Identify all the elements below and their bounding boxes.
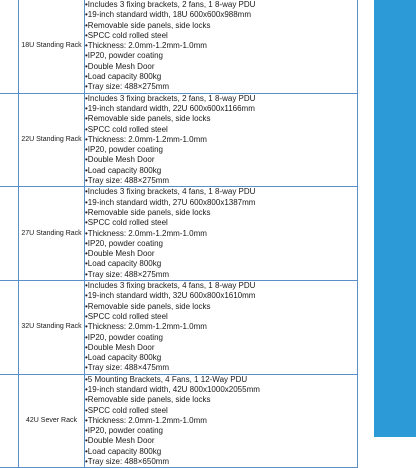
rack-name-cell: 32U Standing Rack <box>19 281 85 375</box>
rack-name-cell: 27U Standing Rack <box>19 187 85 281</box>
spec-line: •Double Mesh Door <box>85 155 155 165</box>
spec-line: •Includes 3 fixing brackets, 2 fans, 1 8-way PDU <box>85 0 256 9</box>
spec-list-cell <box>85 0 358 93</box>
spec-line: •Double Mesh Door <box>85 61 155 71</box>
table-row <box>0 187 358 281</box>
spec-line: •Load capacity 800kg <box>85 72 162 82</box>
spec-line: •Removable side panels, side locks <box>85 20 211 30</box>
spec-line: •Includes 3 fixing brackets, 4 fans, 1 8-way PDU <box>85 187 256 197</box>
spec-line: •IP20, powder coating <box>85 51 163 61</box>
spec-line: •SPCC cold rolled steel <box>85 124 168 134</box>
spec-line: •SPCC cold rolled steel <box>85 311 168 321</box>
spec-line: •Tray size: 488×275mm <box>85 82 170 92</box>
spec-line: •19-inch standard width, 27U 600x800x1387mm <box>85 197 256 207</box>
spec-line: •Removable side panels, side locks <box>85 301 211 311</box>
blank-cell <box>0 0 19 93</box>
spec-line: •IP20, powder coating <box>85 145 163 155</box>
spec-line: •Double Mesh Door <box>85 436 155 446</box>
spec-line: •Thickness: 2.0mm-1.2mm-1.0mm <box>85 415 207 425</box>
rack-name-cell: 18U Standing Rack <box>19 0 85 93</box>
blank-cell <box>0 93 19 187</box>
side-accent-bar <box>374 0 416 437</box>
spec-line: •SPCC cold rolled steel <box>85 218 168 228</box>
spec-line: •Tray size: 488×275mm <box>85 176 170 186</box>
spec-list-cell <box>85 187 358 281</box>
spec-list-cell <box>85 93 358 187</box>
spec-line: •Double Mesh Door <box>85 249 155 259</box>
spec-line: •Thickness: 2.0mm-1.2mm-1.0mm <box>85 228 207 238</box>
spec-line: •IP20, powder coating <box>85 332 163 342</box>
spec-line: •Load capacity 800kg <box>85 353 162 363</box>
spec-line: •Tray size: 488×475mm <box>85 363 170 373</box>
spec-line: •IP20, powder coating <box>85 426 163 436</box>
spec-line: •Removable side panels, side locks <box>85 395 211 405</box>
spec-line: •Thickness: 2.0mm-1.2mm-1.0mm <box>85 322 207 332</box>
spec-line: •19-inch standard width, 42U 800x1000x2055mm <box>85 384 260 394</box>
spec-line: •19-inch standard width, 22U 600x600x1166mm <box>85 103 255 113</box>
spec-list-cell <box>85 374 358 468</box>
blank-cell <box>0 281 19 375</box>
table-row <box>0 0 358 93</box>
spec-line: •Includes 3 fixing brackets, 4 fans, 1 8-way PDU <box>85 281 256 291</box>
blank-cell <box>0 187 19 281</box>
spec-line: •19-inch standard width, 32U 600x800x1610mm <box>85 291 256 301</box>
spec-line: •5 Mounting Brackets, 4 Fans, 1 12-Way PDU <box>85 374 248 384</box>
spec-line: •SPCC cold rolled steel <box>85 30 168 40</box>
table-row <box>0 374 358 468</box>
spec-line: •Tray size: 488×275mm <box>85 269 170 279</box>
spec-line: •Load capacity 800kg <box>85 165 162 175</box>
table-row <box>0 281 358 375</box>
spec-line: •SPCC cold rolled steel <box>85 405 168 415</box>
spec-line: •Tray size: 488×650mm <box>85 457 170 467</box>
spec-line: •Thickness: 2.0mm-1.2mm-1.0mm <box>85 41 207 51</box>
table-row <box>0 93 358 187</box>
spec-list-cell <box>85 281 358 375</box>
spec-line: •Load capacity 800kg <box>85 446 162 456</box>
spec-line: •Removable side panels, side locks <box>85 114 211 124</box>
blank-cell <box>0 374 19 468</box>
rack-name-cell: 22U Standing Rack <box>19 93 85 187</box>
spec-line: •Load capacity 800kg <box>85 259 162 269</box>
spec-line: •Removable side panels, side locks <box>85 207 211 217</box>
spec-line: •19-inch standard width, 18U 600x600x988mm <box>85 10 252 20</box>
spec-line: •IP20, powder coating <box>85 238 163 248</box>
spec-line: •Includes 3 fixing brackets, 2 fans, 1 8-way PDU <box>85 93 256 103</box>
rack-name-cell: 42U Sever Rack <box>19 374 85 468</box>
spec-line: •Double Mesh Door <box>85 342 155 352</box>
spec-line: •Thickness: 2.0mm-1.2mm-1.0mm <box>85 134 207 144</box>
